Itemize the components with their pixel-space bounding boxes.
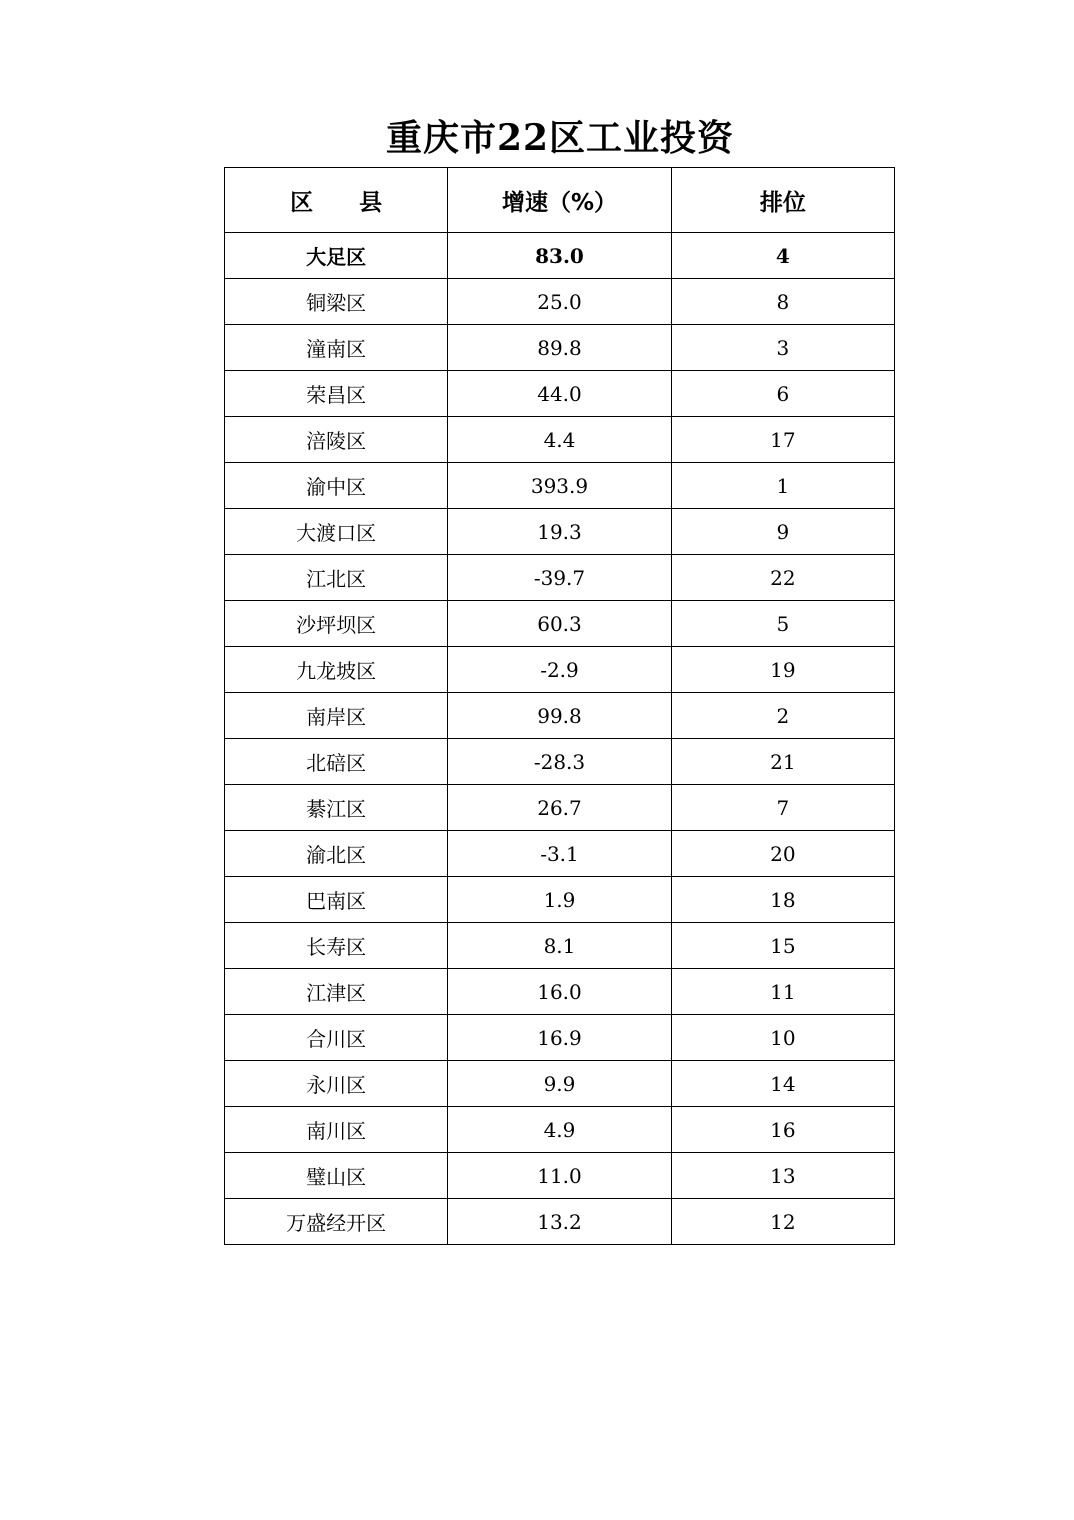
cell-rank: 5	[671, 601, 894, 647]
table-row	[225, 1061, 895, 1107]
cell-district: 綦江区	[225, 785, 448, 831]
cell-growth: 16.0	[448, 969, 671, 1015]
cell-district: 巴南区	[225, 877, 448, 923]
cell-rank: 18	[671, 877, 894, 923]
table-row	[225, 463, 895, 509]
table-row	[225, 1199, 895, 1245]
cell-district: 万盛经开区	[225, 1199, 448, 1245]
cell-district: 大足区	[225, 233, 448, 279]
cell-growth: 1.9	[448, 877, 671, 923]
cell-rank: 19	[671, 647, 894, 693]
cell-district: 潼南区	[225, 325, 448, 371]
table-row	[225, 739, 895, 785]
cell-growth: -3.1	[448, 831, 671, 877]
table-row	[225, 601, 895, 647]
table-row	[225, 1153, 895, 1199]
cell-rank: 9	[671, 509, 894, 555]
cell-rank: 13	[671, 1153, 894, 1199]
cell-rank: 4	[671, 233, 894, 279]
cell-rank: 14	[671, 1061, 894, 1107]
cell-growth: 44.0	[448, 371, 671, 417]
cell-district: 铜梁区	[225, 279, 448, 325]
table-row	[225, 923, 895, 969]
header-rank: 排位	[671, 168, 894, 233]
cell-district: 大渡口区	[225, 509, 448, 555]
cell-rank: 20	[671, 831, 894, 877]
table-row	[225, 371, 895, 417]
cell-growth: -28.3	[448, 739, 671, 785]
cell-district: 九龙坡区	[225, 647, 448, 693]
cell-growth: 4.4	[448, 417, 671, 463]
table-row	[225, 877, 895, 923]
cell-district: 江北区	[225, 555, 448, 601]
cell-rank: 3	[671, 325, 894, 371]
cell-district: 璧山区	[225, 1153, 448, 1199]
table-header-row	[225, 168, 895, 233]
cell-growth: 8.1	[448, 923, 671, 969]
cell-rank: 7	[671, 785, 894, 831]
cell-district: 长寿区	[225, 923, 448, 969]
header-district: 区 县	[225, 168, 448, 233]
cell-growth: 11.0	[448, 1153, 671, 1199]
cell-rank: 6	[671, 371, 894, 417]
cell-growth: 99.8	[448, 693, 671, 739]
table-row	[225, 831, 895, 877]
table-row	[225, 417, 895, 463]
table-row	[225, 279, 895, 325]
cell-rank: 2	[671, 693, 894, 739]
cell-rank: 17	[671, 417, 894, 463]
investment-table	[224, 167, 895, 1245]
cell-growth: 9.9	[448, 1061, 671, 1107]
cell-district: 沙坪坝区	[225, 601, 448, 647]
table-row	[225, 325, 895, 371]
table-row	[225, 969, 895, 1015]
cell-growth: 4.9	[448, 1107, 671, 1153]
cell-rank: 22	[671, 555, 894, 601]
cell-rank: 16	[671, 1107, 894, 1153]
cell-growth: -2.9	[448, 647, 671, 693]
table-row	[225, 555, 895, 601]
cell-rank: 21	[671, 739, 894, 785]
cell-district: 渝中区	[225, 463, 448, 509]
cell-district: 荣昌区	[225, 371, 448, 417]
cell-district: 南川区	[225, 1107, 448, 1153]
cell-growth: 16.9	[448, 1015, 671, 1061]
header-growth: 增速（%）	[448, 168, 671, 233]
cell-growth: 393.9	[448, 463, 671, 509]
cell-growth: 60.3	[448, 601, 671, 647]
cell-rank: 8	[671, 279, 894, 325]
table-row	[225, 785, 895, 831]
cell-growth: 13.2	[448, 1199, 671, 1245]
cell-growth: 19.3	[448, 509, 671, 555]
cell-growth: 89.8	[448, 325, 671, 371]
cell-district: 合川区	[225, 1015, 448, 1061]
cell-district: 渝北区	[225, 831, 448, 877]
table-row	[225, 1107, 895, 1153]
table-row	[225, 647, 895, 693]
cell-growth: 25.0	[448, 279, 671, 325]
table-row	[225, 1015, 895, 1061]
cell-growth: -39.7	[448, 555, 671, 601]
table-row	[225, 233, 895, 279]
table-row	[225, 693, 895, 739]
cell-district: 南岸区	[225, 693, 448, 739]
table-body	[225, 233, 895, 1245]
cell-district: 永川区	[225, 1061, 448, 1107]
cell-district: 涪陵区	[225, 417, 448, 463]
cell-rank: 10	[671, 1015, 894, 1061]
cell-rank: 12	[671, 1199, 894, 1245]
cell-growth: 26.7	[448, 785, 671, 831]
cell-district: 北碚区	[225, 739, 448, 785]
document-title: 重庆市22区工业投资	[385, 117, 735, 159]
cell-rank: 11	[671, 969, 894, 1015]
cell-growth: 83.0	[448, 233, 671, 279]
table-row	[225, 509, 895, 555]
cell-rank: 15	[671, 923, 894, 969]
cell-district: 江津区	[225, 969, 448, 1015]
cell-rank: 1	[671, 463, 894, 509]
